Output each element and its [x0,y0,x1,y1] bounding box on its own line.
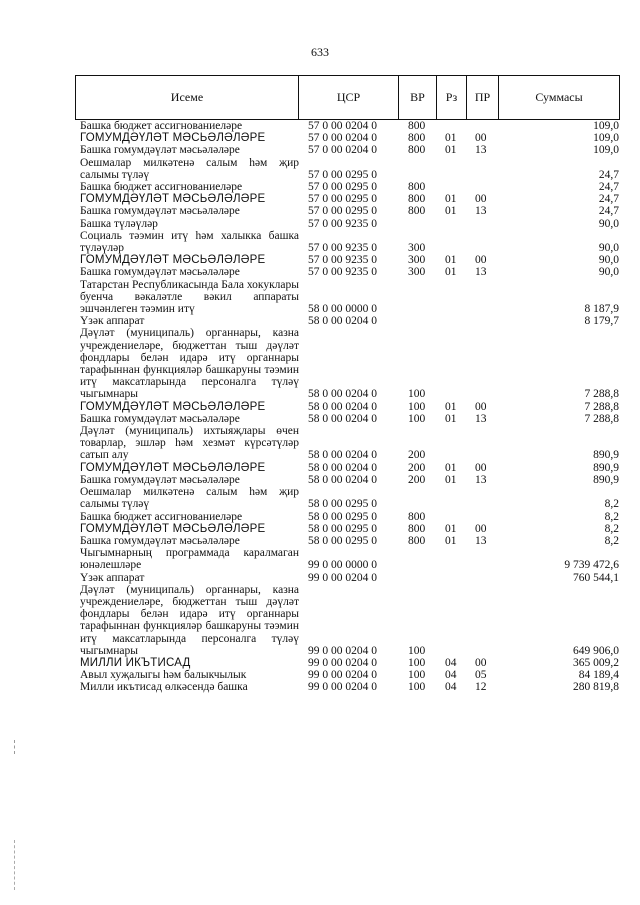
row-name: ГОМУМДӘҮЛӘТ МӘСЬӘЛӘЛӘРЕ [80,132,266,145]
table-row [75,535,620,547]
page-number: 633 [311,45,329,59]
table-row [75,523,620,535]
row-name: Башка гомумдәүләт мәсьәләләре [80,205,240,218]
table-row [75,486,620,510]
row-csr: 57 0 00 0204 0 [308,132,377,145]
row-vr: 800 [408,522,426,535]
table-row [75,401,620,413]
row-csr: 58 0 00 0295 0 [308,534,377,547]
table-row [75,474,620,486]
row-vr: 100 [408,644,426,657]
table-row [75,657,620,669]
header-name: Исеме [76,76,299,119]
row-csr: 99 0 00 0204 0 [308,644,377,657]
row-name: Дәүләт (муниципаль) органнары, казна учреждениеләре, бюджеттан тыш дәүләт фондлары белән идарә итү органнары тарафыннан функцияләр башкаруны тәэмин итү максатларында персоналга түләү чыгымнары [80,327,299,401]
row-vr: 800 [408,181,426,194]
table-row [75,681,620,693]
row-sum: 90,0 [598,254,619,267]
header-rz: Рз [437,76,467,119]
table-row [75,584,620,657]
row-csr: 57 0 00 9235 0 [308,266,377,279]
row-name: Башка гомумдәүләт мәсьәләләре [80,473,240,486]
row-sum: 109,0 [593,120,619,132]
table-row [75,572,620,584]
row-sum: 109,0 [593,132,619,145]
row-name: ГОМУМДӘҮЛӘТ МӘСЬӘЛӘЛӘРЕ [80,522,266,535]
table-row [75,547,620,571]
row-csr: 57 0 00 0204 0 [308,120,377,132]
row-csr: 57 0 00 0295 0 [308,168,377,181]
header-sum: Суммасы [535,90,583,104]
row-pr: 13 [475,412,487,425]
margin-mark [14,740,17,754]
row-name: Авыл хуҗалыгы һәм балыкчылык [80,669,247,682]
row-csr: 57 0 00 9235 0 [308,217,377,230]
row-csr: 57 0 00 9235 0 [308,254,377,267]
row-csr: 58 0 00 0295 0 [308,510,377,523]
row-rz: 01 [445,144,457,157]
row-rz: 01 [445,534,457,547]
row-name: Оешмалар милкәтенә салым һәм җир салымы түләү [80,486,299,511]
table-row [75,218,620,230]
row-vr: 300 [408,254,426,267]
row-name: Башка гомумдәүләт мәсьәләләре [80,144,240,157]
row-vr: 100 [408,669,426,682]
row-csr: 58 0 00 0295 0 [308,522,377,535]
table-row [75,157,620,181]
row-name: Татарстан Республикасында Бала хокуклары буенча вәкаләтле вәкил аппараты эшчәнлеген тәэмин итү [80,278,299,316]
row-sum: 280 819,8 [573,681,619,694]
row-name: Башка бюджет ассигнованиеләре [80,510,243,523]
row-rz: 01 [445,400,457,413]
table-row [75,132,620,144]
table-row [75,413,620,425]
row-pr: 12 [475,681,487,694]
row-csr: 58 0 00 0204 0 [308,449,377,462]
row-pr: 00 [475,400,487,413]
row-name: ГОМУМДӘҮЛӘТ МӘСЬӘЛӘЛӘРЕ [80,461,266,474]
header-vr: ВР [399,76,437,119]
row-rz: 01 [445,132,457,145]
table-row [75,266,620,278]
row-name: Милли икътисад өлкәсендә башка [80,681,248,694]
row-sum: 8,2 [604,498,619,511]
row-name: Дәүләт (муниципаль) ихтыяҗлары өчен товарлар, эшләр һәм хезмәт күрсәтүләр сатып алу [80,425,299,462]
row-vr: 800 [408,205,426,218]
row-csr: 99 0 00 0204 0 [308,681,377,694]
row-csr: 99 0 00 0204 0 [308,656,377,669]
row-sum: 890,9 [593,473,619,486]
table-row [75,193,620,205]
row-rz: 01 [445,205,457,218]
row-name: Башка гомумдәүләт мәсьәләләре [80,266,240,279]
row-name: Үзәк аппарат [80,315,145,328]
row-csr: 58 0 00 0204 0 [308,461,377,474]
row-name: Оешмалар милкәтенә салым һәм җир салымы түләү [80,156,299,181]
row-csr: 57 0 00 0295 0 [308,205,377,218]
row-sum: 890,9 [593,461,619,474]
row-sum: 7 288,8 [584,400,619,413]
table-row [75,254,620,266]
table-row [75,205,620,217]
table-row [75,181,620,193]
row-vr: 800 [408,120,426,132]
table-row [75,120,620,132]
margin-mark [14,840,17,890]
row-vr: 100 [408,681,426,694]
row-rz: 01 [445,254,457,267]
budget-table [75,75,620,694]
row-pr: 13 [475,534,487,547]
row-rz: 01 [445,266,457,279]
row-sum: 760 544,1 [573,571,619,584]
row-vr: 800 [408,193,426,206]
row-vr: 200 [408,461,426,474]
row-name: Дәүләт (муниципаль) органнары, казна учреждениеләре, бюджеттан тыш дәүләт фондлары белән идарә итү органнары тарафыннан функцияләр башкаруны тәэмин итү максатларында персоналга түләү чыгымнары [80,583,299,657]
row-pr: 00 [475,522,487,535]
header-pr: ПР [467,76,499,119]
row-vr: 300 [408,266,426,279]
row-sum: 90,0 [598,266,619,279]
row-vr: 100 [408,656,426,669]
row-csr: 58 0 00 0204 0 [308,412,377,425]
row-sum: 8 179,7 [584,315,619,328]
row-csr: 57 0 00 0204 0 [308,144,377,157]
row-sum: 24,7 [598,168,619,181]
row-sum: 7 288,8 [584,412,619,425]
table-row [75,279,620,316]
row-vr: 800 [408,144,426,157]
row-name: Башка түләүләр [80,217,158,230]
row-vr: 800 [408,510,426,523]
row-sum: 24,7 [598,181,619,194]
row-csr: 58 0 00 0295 0 [308,498,377,511]
row-sum: 90,0 [598,217,619,230]
row-rz: 04 [445,681,457,694]
row-rz: 01 [445,193,457,206]
row-csr: 58 0 00 0204 0 [308,315,377,328]
row-vr: 800 [408,534,426,547]
row-sum: 8,2 [604,534,619,547]
table-row [75,327,620,400]
row-name: Башка гомумдәүләт мәсьәләләре [80,412,240,425]
row-sum: 890,9 [593,449,619,462]
row-sum: 8,2 [604,522,619,535]
row-pr: 00 [475,461,487,474]
row-vr: 200 [408,449,426,462]
row-name: Башка гомумдәүләт мәсьәләләре [80,534,240,547]
row-vr: 800 [408,132,426,145]
row-vr: 100 [408,388,426,401]
row-rz: 01 [445,412,457,425]
row-name: Башка бюджет ассигнованиеләре [80,120,243,132]
row-pr: 00 [475,656,487,669]
row-rz: 01 [445,473,457,486]
row-sum: 9 739 472,6 [564,559,619,572]
row-rz: 01 [445,522,457,535]
row-csr: 58 0 00 0000 0 [308,303,377,316]
row-csr: 99 0 00 0000 0 [308,559,377,572]
table-row [75,230,620,254]
row-sum: 8,2 [604,510,619,523]
row-sum: 109,0 [593,144,619,157]
table-body [75,120,620,694]
table-row [75,315,620,327]
table-row [75,511,620,523]
row-rz: 01 [445,461,457,474]
row-sum: 365 009,2 [573,656,619,669]
row-sum: 8 187,9 [584,303,619,316]
table-row [75,144,620,156]
row-vr: 100 [408,412,426,425]
row-name: МИЛЛИ ИКЪТИСАД [80,656,191,669]
row-rz: 04 [445,669,457,682]
row-csr: 99 0 00 0204 0 [308,571,377,584]
row-vr: 100 [408,400,426,413]
row-sum: 84 189,4 [578,669,619,682]
row-pr: 05 [475,669,487,682]
table-row [75,425,620,462]
row-sum: 90,0 [598,242,619,255]
row-name: ГОМУМДӘҮЛӘТ МӘСЬӘЛӘЛӘРЕ [80,254,266,267]
row-name: Социаль тәэмин итү һәм халыкка башка түләүләр [80,229,299,255]
row-sum: 24,7 [598,193,619,206]
row-pr: 13 [475,205,487,218]
row-rz: 04 [445,656,457,669]
row-pr: 13 [475,266,487,279]
row-sum: 24,7 [598,205,619,218]
row-pr: 00 [475,132,487,145]
row-csr: 58 0 00 0204 0 [308,388,377,401]
row-name: ГОМУМДӘҮЛӘТ МӘСЬӘЛӘЛӘРЕ [80,400,266,413]
table-header [75,75,620,120]
table-row [75,462,620,474]
row-sum: 649 906,0 [573,644,619,657]
row-pr: 00 [475,254,487,267]
row-sum: 7 288,8 [584,388,619,401]
row-name: Башка бюджет ассигнованиеләре [80,181,243,194]
row-csr: 57 0 00 0295 0 [308,181,377,194]
row-csr: 58 0 00 0204 0 [308,400,377,413]
row-csr: 57 0 00 9235 0 [308,242,377,255]
row-pr: 00 [475,193,487,206]
row-csr: 99 0 00 0204 0 [308,669,377,682]
row-pr: 13 [475,144,487,157]
row-name: ГОМУМДӘҮЛӘТ МӘСЬӘЛӘЛӘРЕ [80,193,266,206]
row-vr: 200 [408,473,426,486]
row-vr: 300 [408,242,426,255]
table-row [75,669,620,681]
row-pr: 13 [475,473,487,486]
row-name: Үзәк аппарат [80,571,145,584]
header-csr: ЦСР [299,76,399,119]
row-csr: 57 0 00 0295 0 [308,193,377,206]
row-csr: 58 0 00 0204 0 [308,473,377,486]
row-name: Чыгымнарның программада каралмаган юнәлешләре [80,547,299,572]
